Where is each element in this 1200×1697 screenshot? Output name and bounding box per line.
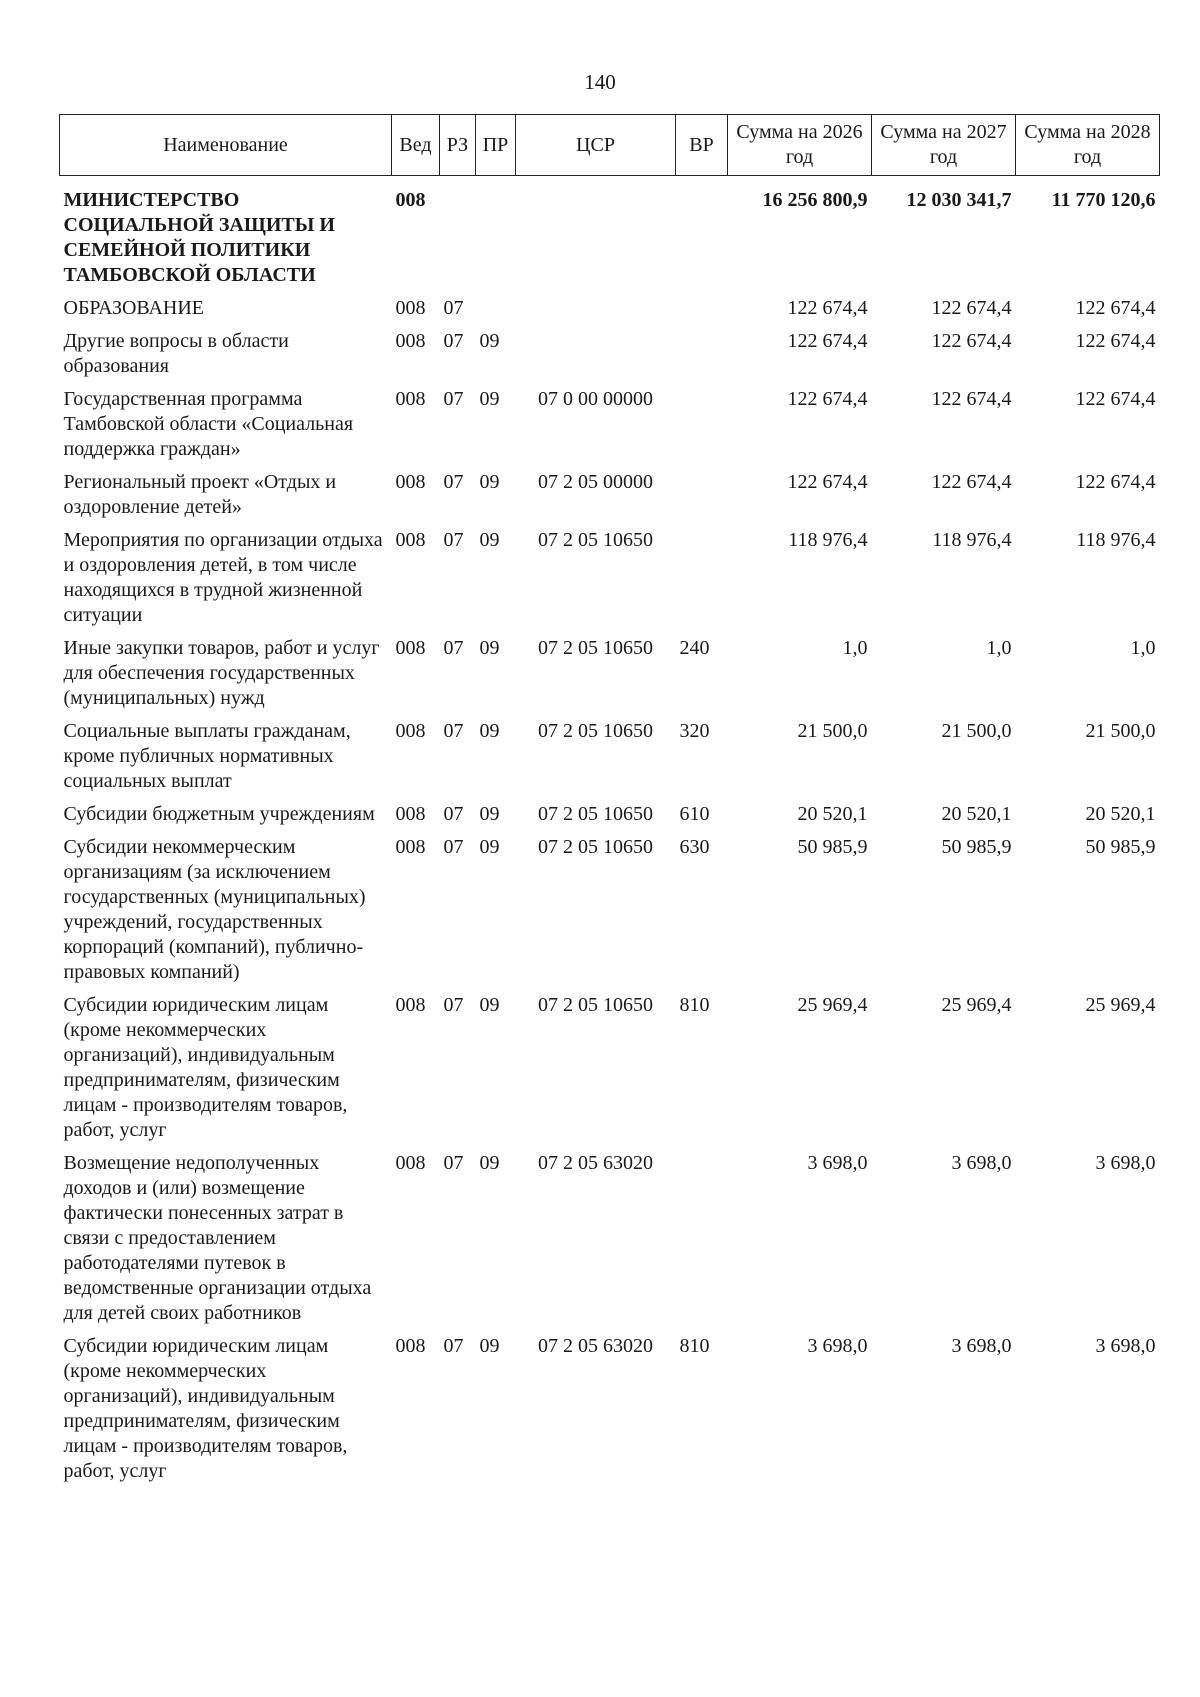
row-ved: 008 [395, 297, 426, 319]
row-rz: 07 [443, 720, 464, 742]
row-sum-2028: 1,0 [1130, 637, 1156, 659]
row-vr [676, 176, 728, 297]
row-sum-2026: 118 976,4 [788, 529, 868, 551]
table-row [60, 296, 1160, 329]
row-ved: 008 [395, 720, 426, 742]
row-sum-2027: 20 520,1 [941, 803, 1012, 825]
row-csr: 07 2 05 10650 [538, 637, 653, 659]
table-row [60, 835, 1160, 993]
row-rz: 07 [443, 1335, 464, 1357]
table-row [60, 1151, 1160, 1334]
row-vr [676, 1151, 728, 1334]
header-name: Наименование [60, 115, 392, 176]
row-vr: 630 [679, 836, 710, 858]
row-sum-2026: 20 520,1 [797, 803, 868, 825]
row-name: ОБРАЗОВАНИЕ [63, 297, 205, 319]
row-vr [676, 470, 728, 528]
row-sum-2026: 50 985,9 [797, 836, 868, 858]
row-name: Иные закупки товаров, работ и услуг для обеспечения государственных (муниципальных) нужд [63, 637, 380, 709]
row-csr: 07 2 05 63020 [538, 1152, 653, 1174]
row-pr [476, 296, 516, 329]
row-pr [476, 176, 516, 297]
row-name: МИНИСТЕРСТВО СОЦИАЛЬНОЙ ЗАЩИТЫ И СЕМЕЙНОЙ ПОЛИТИКИ ТАМБОВСКОЙ ОБЛАСТИ [63, 189, 335, 286]
row-sum-2028: 118 976,4 [1076, 529, 1156, 551]
header-sum-2028: Сумма на 2028 год [1016, 115, 1160, 176]
row-sum-2028: 122 674,4 [1075, 297, 1156, 319]
row-vr: 810 [679, 994, 710, 1016]
row-rz: 07 [443, 637, 464, 659]
row-pr: 09 [479, 529, 500, 551]
row-rz: 07 [443, 803, 464, 825]
row-pr: 09 [479, 388, 500, 410]
row-sum-2026: 21 500,0 [797, 720, 868, 742]
row-name: Субсидии некоммерческим организациям (за исключением государственных (муниципальных) учреждений, государственных корпораций (компаний), публично-правовых компаний) [63, 836, 366, 983]
row-sum-2028: 122 674,4 [1075, 388, 1156, 410]
table-body [60, 176, 1160, 1493]
row-csr: 07 2 05 10650 [538, 836, 653, 858]
row-rz: 07 [443, 1152, 464, 1174]
row-vr: 610 [679, 803, 710, 825]
row-sum-2028: 50 985,9 [1085, 836, 1156, 858]
row-rz: 07 [443, 836, 464, 858]
row-pr: 09 [479, 330, 500, 352]
row-ved: 008 [395, 1152, 426, 1174]
row-sum-2028: 25 969,4 [1085, 994, 1156, 1016]
row-rz: 07 [443, 297, 464, 319]
row-pr: 09 [479, 471, 500, 493]
row-ved: 008 [395, 388, 426, 410]
header-ved: Вед [392, 115, 440, 176]
header-vr: ВР [676, 115, 728, 176]
row-csr: 07 0 00 00000 [538, 388, 653, 410]
row-name: Социальные выплаты гражданам, кроме публичных нормативных социальных выплат [63, 720, 351, 792]
row-name: Другие вопросы в области образования [63, 330, 289, 377]
row-sum-2026: 122 674,4 [787, 330, 868, 352]
row-sum-2026: 122 674,4 [787, 297, 868, 319]
budget-table [59, 114, 1160, 1492]
page-number: 140 [584, 70, 616, 94]
row-sum-2027: 118 976,4 [932, 529, 1012, 551]
row-csr: 07 2 05 10650 [538, 529, 653, 551]
row-rz: 07 [443, 529, 464, 551]
table-row [60, 1334, 1160, 1492]
row-csr: 07 2 05 00000 [538, 471, 653, 493]
header-pr: ПР [476, 115, 516, 176]
row-sum-2026: 122 674,4 [787, 471, 868, 493]
table-row [60, 802, 1160, 835]
row-ved: 008 [395, 994, 426, 1016]
row-vr [676, 296, 728, 329]
row-sum-2027: 122 674,4 [931, 297, 1012, 319]
row-pr: 09 [479, 1335, 500, 1357]
row-sum-2026: 122 674,4 [787, 388, 868, 410]
row-name: Региональный проект «Отдых и оздоровление детей» [63, 471, 337, 518]
row-sum-2026: 25 969,4 [797, 994, 868, 1016]
row-rz: 07 [443, 388, 464, 410]
row-rz: 07 [443, 994, 464, 1016]
row-name: Возмещение недополученных доходов и (или) возмещение фактически понесенных затрат в связи с предоставлением работодателями путевок в ведомственные организации отдыха для детей своих работников [63, 1152, 372, 1324]
row-ved: 008 [395, 1335, 426, 1357]
row-sum-2028: 3 698,0 [1095, 1335, 1156, 1357]
row-sum-2027: 122 674,4 [931, 330, 1012, 352]
row-sum-2027: 122 674,4 [931, 471, 1012, 493]
row-ved: 008 [395, 529, 426, 551]
row-pr: 09 [479, 720, 500, 742]
row-ved: 008 [395, 803, 426, 825]
table-header-row [60, 115, 1160, 176]
header-csr: ЦСР [516, 115, 676, 176]
row-sum-2028: 122 674,4 [1075, 471, 1156, 493]
table-row [60, 636, 1160, 719]
row-sum-2027: 122 674,4 [931, 388, 1012, 410]
table-row [60, 470, 1160, 528]
row-sum-2028: 11 770 120,6 [1051, 189, 1156, 211]
row-vr [676, 528, 728, 636]
row-sum-2026: 3 698,0 [807, 1335, 868, 1357]
table-row [60, 993, 1160, 1151]
row-sum-2027: 50 985,9 [941, 836, 1012, 858]
row-rz: 07 [443, 471, 464, 493]
row-csr: 07 2 05 10650 [538, 994, 653, 1016]
table-row [60, 176, 1160, 297]
row-sum-2027: 12 030 341,7 [906, 189, 1012, 211]
row-pr: 09 [479, 836, 500, 858]
table-row [60, 387, 1160, 470]
row-sum-2027: 3 698,0 [951, 1152, 1012, 1174]
header-rz: РЗ [440, 115, 476, 176]
row-sum-2028: 122 674,4 [1075, 330, 1156, 352]
table-row [60, 528, 1160, 636]
row-name: Субсидии юридическим лицам (кроме некоммерческих организаций), индивидуальным предпринимателям, физическим лицам - производителям товаров, работ, услуг [63, 1335, 348, 1482]
row-vr [676, 387, 728, 470]
row-name: Мероприятия по организации отдыха и оздоровления детей, в том числе находящихся в трудной жизненной ситуации [63, 529, 383, 626]
row-csr [516, 176, 676, 297]
row-pr: 09 [479, 803, 500, 825]
row-sum-2028: 3 698,0 [1095, 1152, 1156, 1174]
row-sum-2026: 16 256 800,9 [762, 189, 868, 211]
header-sum-2027: Сумма на 2027 год [872, 115, 1016, 176]
row-vr: 810 [679, 1335, 710, 1357]
row-sum-2027: 1,0 [986, 637, 1012, 659]
row-pr: 09 [479, 637, 500, 659]
row-sum-2027: 3 698,0 [951, 1335, 1012, 1357]
table-row [60, 719, 1160, 802]
table-row [60, 329, 1160, 387]
row-name: Субсидии юридическим лицам (кроме некоммерческих организаций), индивидуальным предпринимателям, физическим лицам - производителям товаров, работ, услуг [63, 994, 348, 1141]
row-sum-2026: 1,0 [842, 637, 868, 659]
row-csr: 07 2 05 10650 [538, 720, 653, 742]
row-rz [440, 176, 476, 297]
row-csr [516, 296, 676, 329]
row-csr: 07 2 05 63020 [538, 1335, 653, 1357]
row-pr: 09 [479, 1152, 500, 1174]
row-ved: 008 [395, 189, 426, 211]
row-ved: 008 [395, 637, 426, 659]
row-sum-2027: 25 969,4 [941, 994, 1012, 1016]
row-ved: 008 [395, 471, 426, 493]
row-vr: 320 [679, 720, 710, 742]
row-ved: 008 [395, 330, 426, 352]
row-name: Государственная программа Тамбовской области «Социальная поддержка граждан» [63, 388, 354, 460]
row-vr: 240 [679, 637, 710, 659]
row-vr [676, 329, 728, 387]
row-sum-2027: 21 500,0 [941, 720, 1012, 742]
row-rz: 07 [443, 330, 464, 352]
row-pr: 09 [479, 994, 500, 1016]
row-sum-2026: 3 698,0 [807, 1152, 868, 1174]
row-csr [516, 329, 676, 387]
row-name: Субсидии бюджетным учреждениям [63, 803, 375, 825]
header-sum-2026: Сумма на 2026 год [728, 115, 872, 176]
row-sum-2028: 21 500,0 [1085, 720, 1156, 742]
row-csr: 07 2 05 10650 [538, 803, 653, 825]
row-ved: 008 [395, 836, 426, 858]
row-sum-2028: 20 520,1 [1085, 803, 1156, 825]
